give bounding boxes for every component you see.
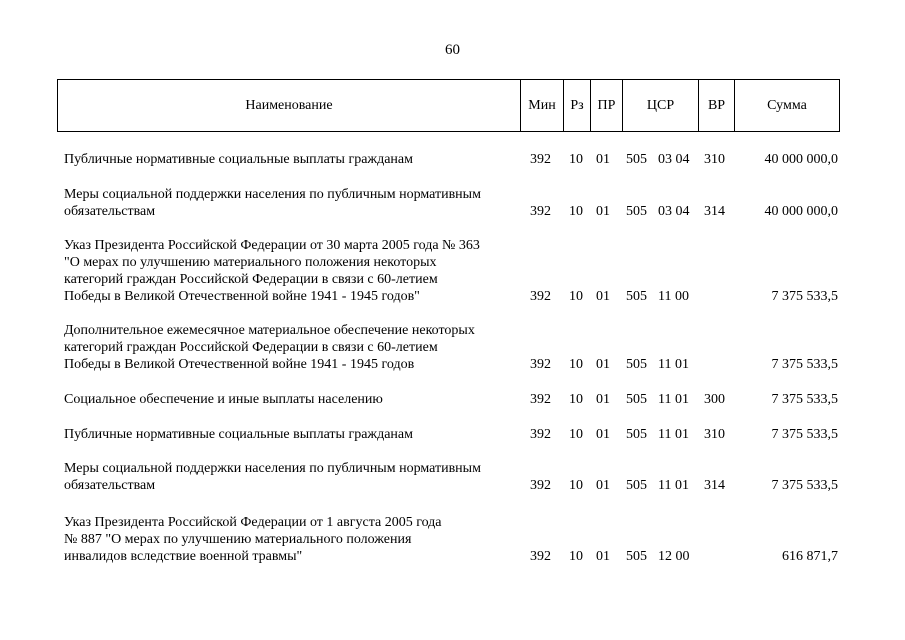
row-name: Публичные нормативные социальные выплаты гражданам [64, 152, 413, 167]
row-name: Публичные нормативные социальные выплаты гражданам [64, 427, 413, 442]
table-row [0, 322, 905, 373]
row-sum: 7 375 533,5 [771, 478, 838, 493]
header-rz: Рз [563, 80, 590, 131]
table-row [0, 237, 905, 305]
table-row [0, 151, 905, 168]
row-min: 392 [530, 478, 551, 493]
table-row [0, 186, 905, 220]
row-rz: 10 [569, 392, 583, 407]
row-vr: 314 [704, 204, 725, 219]
row-csr-item: 11 01 [658, 427, 689, 442]
row-pr: 01 [596, 204, 610, 219]
table-row [0, 426, 905, 443]
row-rz: 10 [569, 204, 583, 219]
row-csr-program: 505 [626, 204, 647, 219]
row-csr-item: 11 01 [658, 392, 689, 407]
row-sum: 40 000 000,0 [764, 204, 838, 219]
table-row [0, 514, 905, 565]
row-min: 392 [530, 204, 551, 219]
row-min: 392 [530, 392, 551, 407]
row-sum: 616 871,7 [782, 549, 838, 564]
row-csr-program: 505 [626, 478, 647, 493]
header-name: Наименование [245, 97, 333, 113]
header-vr: ВР [698, 80, 734, 131]
row-name: Указ Президента Российской Федерации от 1 августа 2005 года № 887 "О мерах по улучшению материального положения инвалидов вследствие военной травмы" [64, 515, 442, 564]
row-sum: 7 375 533,5 [771, 427, 838, 442]
row-rz: 10 [569, 478, 583, 493]
row-rz: 10 [569, 427, 583, 442]
header-min: Мин [520, 80, 563, 131]
row-name: Меры социальной поддержки населения по публичным нормативным обязательствам [64, 187, 481, 219]
row-csr-program: 505 [626, 357, 647, 372]
row-csr-program: 505 [626, 289, 647, 304]
row-csr-program: 505 [626, 152, 647, 167]
header-pr: ПР [590, 80, 622, 131]
row-pr: 01 [596, 392, 610, 407]
row-min: 392 [530, 549, 551, 564]
table-row [0, 391, 905, 408]
row-pr: 01 [596, 152, 610, 167]
row-csr-item: 12 00 [658, 549, 690, 564]
row-name: Меры социальной поддержки населения по публичным нормативным обязательствам [64, 461, 481, 493]
row-sum: 7 375 533,5 [771, 392, 838, 407]
row-pr: 01 [596, 427, 610, 442]
row-pr: 01 [596, 289, 610, 304]
table-header [57, 79, 840, 132]
row-rz: 10 [569, 152, 583, 167]
page-number: 60 [445, 42, 460, 58]
row-vr: 300 [704, 392, 725, 407]
row-name: Указ Президента Российской Федерации от 30 марта 2005 года № 363 "О мерах по улучшению материального положения некоторых категорий граждан Российской Федерации в связи с 60-летием Победы в Великой Отечественной войне 1941 - 1945 годов" [64, 238, 480, 304]
row-sum: 7 375 533,5 [771, 289, 838, 304]
row-csr-item: 03 04 [658, 152, 690, 167]
row-vr: 310 [704, 427, 725, 442]
row-pr: 01 [596, 549, 610, 564]
row-name: Социальное обеспечение и иные выплаты населению [64, 392, 383, 407]
row-min: 392 [530, 152, 551, 167]
header-sum: Сумма [734, 80, 839, 131]
row-min: 392 [530, 357, 551, 372]
row-csr-program: 505 [626, 392, 647, 407]
row-pr: 01 [596, 478, 610, 493]
row-csr-item: 11 01 [658, 357, 689, 372]
row-name: Дополнительное ежемесячное материальное обеспечение некоторых категорий граждан Российской Федерации в связи с 60-летием Победы в Великой Отечественной войне 1941 - 1945 годов [64, 323, 475, 372]
row-sum: 40 000 000,0 [764, 152, 838, 167]
row-rz: 10 [569, 289, 583, 304]
row-min: 392 [530, 289, 551, 304]
row-csr-item: 03 04 [658, 204, 690, 219]
row-pr: 01 [596, 357, 610, 372]
row-rz: 10 [569, 549, 583, 564]
header-csr: ЦСР [622, 80, 698, 131]
row-vr: 314 [704, 478, 725, 493]
row-min: 392 [530, 427, 551, 442]
row-csr-item: 11 01 [658, 478, 689, 493]
table-row [0, 460, 905, 494]
row-rz: 10 [569, 357, 583, 372]
row-csr-item: 11 00 [658, 289, 689, 304]
row-vr: 310 [704, 152, 725, 167]
row-csr-program: 505 [626, 549, 647, 564]
row-sum: 7 375 533,5 [771, 357, 838, 372]
row-csr-program: 505 [626, 427, 647, 442]
